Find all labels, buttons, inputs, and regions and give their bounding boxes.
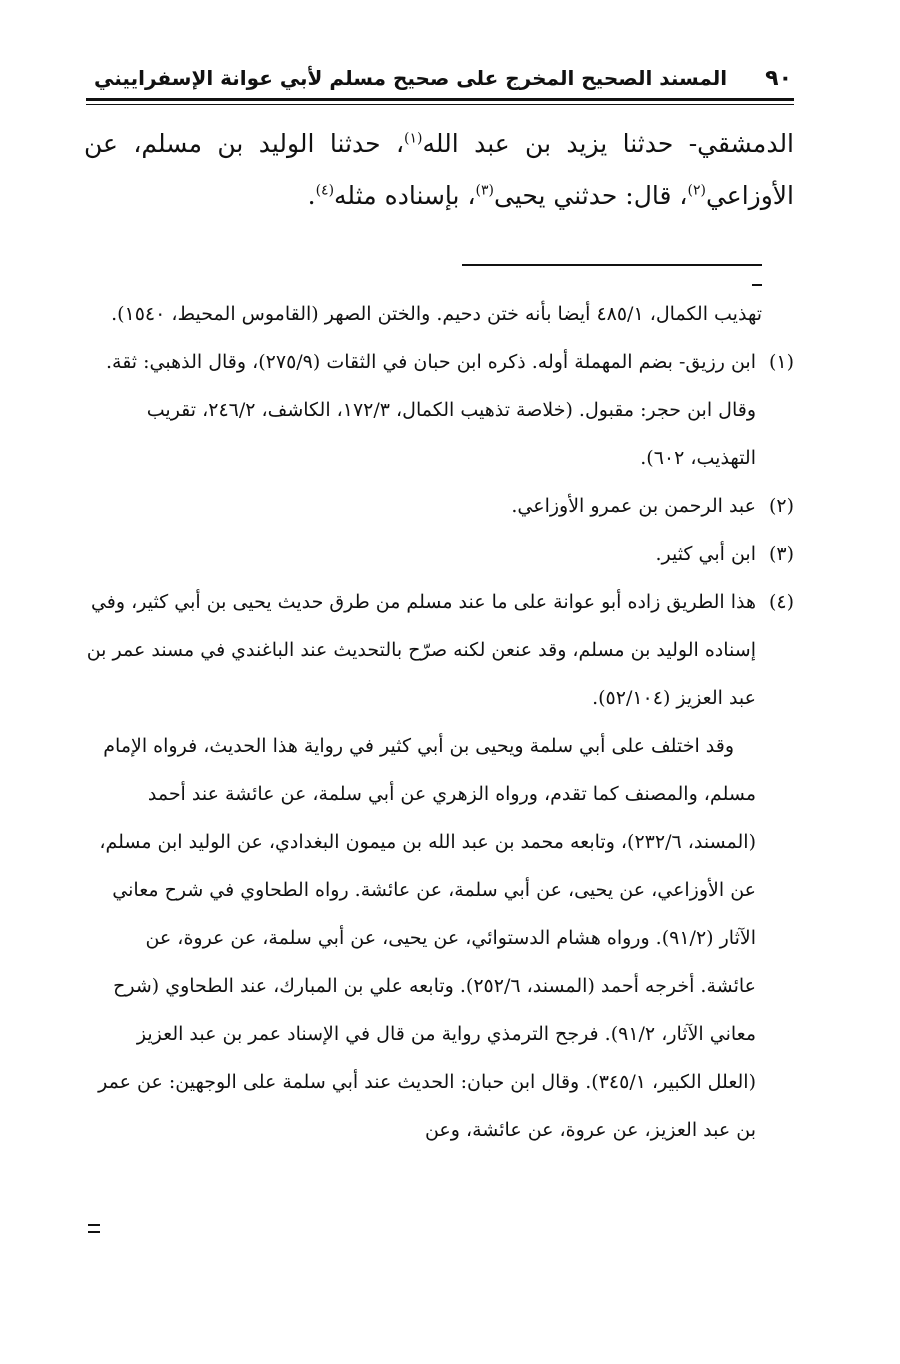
footnote-number: (٢) [768,495,794,517]
main-text [84,118,794,222]
main-text-part: . [307,181,316,210]
main-text-part: ، بإسناده مثله [334,181,476,210]
main-paragraph [84,118,794,222]
footnotes [84,290,794,1154]
page-number: ٩٠ [765,65,792,91]
book-title: المسند الصحيح المخرج على صحيح مسلم لأبي عوانة الإسفراييني [94,66,728,90]
footnote-number: (٤) [768,591,794,613]
footnote-4 [84,578,794,722]
footnote-2 [84,482,794,530]
header-rule-thick [86,98,794,101]
continuation-mark-top [752,284,762,286]
footnote-separator [462,264,762,266]
main-text-part: الدمشقي- حدثنا يزيد بن عبد الله [422,129,795,158]
footnote-text: ابن أبي كثير. [655,543,756,565]
footnote-text: عبد الرحمن بن عمرو الأوزاعي. [511,495,756,517]
footnote-text: ابن رزيق- بضم المهملة أوله. ذكره ابن حبان في الثقات (٢٧٥/٩)، وقال الذهبي: ثقة. وقال ابن حجر: مقبول. (خلاصة تذهيب الكمال، ١٧٢/٣، الكاشف، ٢٤٦/٢، تقريب التهذيب، ٦٠٢). [105,351,756,469]
footnote-4-continuation-paragraph: وقد اختلف على أبي سلمة ويحيى بن أبي كثير في رواية هذا الحديث، فرواه الإمام مسلم، والمصنف كما تقدم، ورواه الزهري عن أبي سلمة، عن عائشة عند أحمد (المسند، ٢٣٢/٦)، وتابعه محمد بن عبد الله بن ميمون البغدادي، عن الوليد ابن مسلم، عن الأوزاعي، عن يحيى، عن أبي سلمة، عن عائشة. رواه الطحاوي في شرح معاني الآثار (٩١/٢). ورواه هشام الدستوائي، عن يحيى، عن أبي سلمة، عن عروة، عن عائشة. أخرجه أحمد (المسند، ٢٥٢/٦). وتابعه علي بن المبارك، عند الطحاوي (شرح معاني الآثار، ٩١/٢). فرجح الترمذي رواية من قال في الإسناد عمر بن عبد العزيز (العلل الكبير، ٣٤٥/١). وقال ابن حبان: الحديث عند أبي سلمة على الوجهين: عن عمر بن عبد العزيز، عن عروة، عن عائشة، وعن [98,735,756,1141]
footnote-continuation: تهذيب الكمال، ٤٨٥/١ أيضا بأنه ختن دحيم. والختن الصهر (القاموس المحيط، ١٥٤٠). [111,303,762,325]
continuation-mark-bottom [88,1224,100,1233]
footnote-number: (١) [768,351,794,373]
footnote-number: (٣) [768,543,794,565]
footnote-text: هذا الطريق زاده أبو عوانة على ما عند مسلم من طرق حديث يحيى بن أبي كثير، وفي إسناده الوليد بن مسلم، وقد عنعن لكنه صرّح بالتحديث عند الباغندي في مسند عمر بن عبد العزيز (٥٢/١٠٤). [86,591,756,709]
footnote-ref-2[interactable]: (٢) [687,182,706,199]
main-text-part: ، قال: حدثني يحيى [494,181,688,210]
footnote-1 [84,338,794,482]
footnote-ref-3[interactable]: (٣) [475,182,494,199]
footnote-3 [84,530,794,578]
header-rule-thin [86,104,794,105]
running-header [88,60,792,96]
footnote-ref-1[interactable]: (١) [404,130,423,147]
main-text-part: ، حدثنا الوليد بن مسلم، عن الأوزاعي [84,129,794,210]
footnote-ref-4[interactable]: (٤) [315,182,335,199]
